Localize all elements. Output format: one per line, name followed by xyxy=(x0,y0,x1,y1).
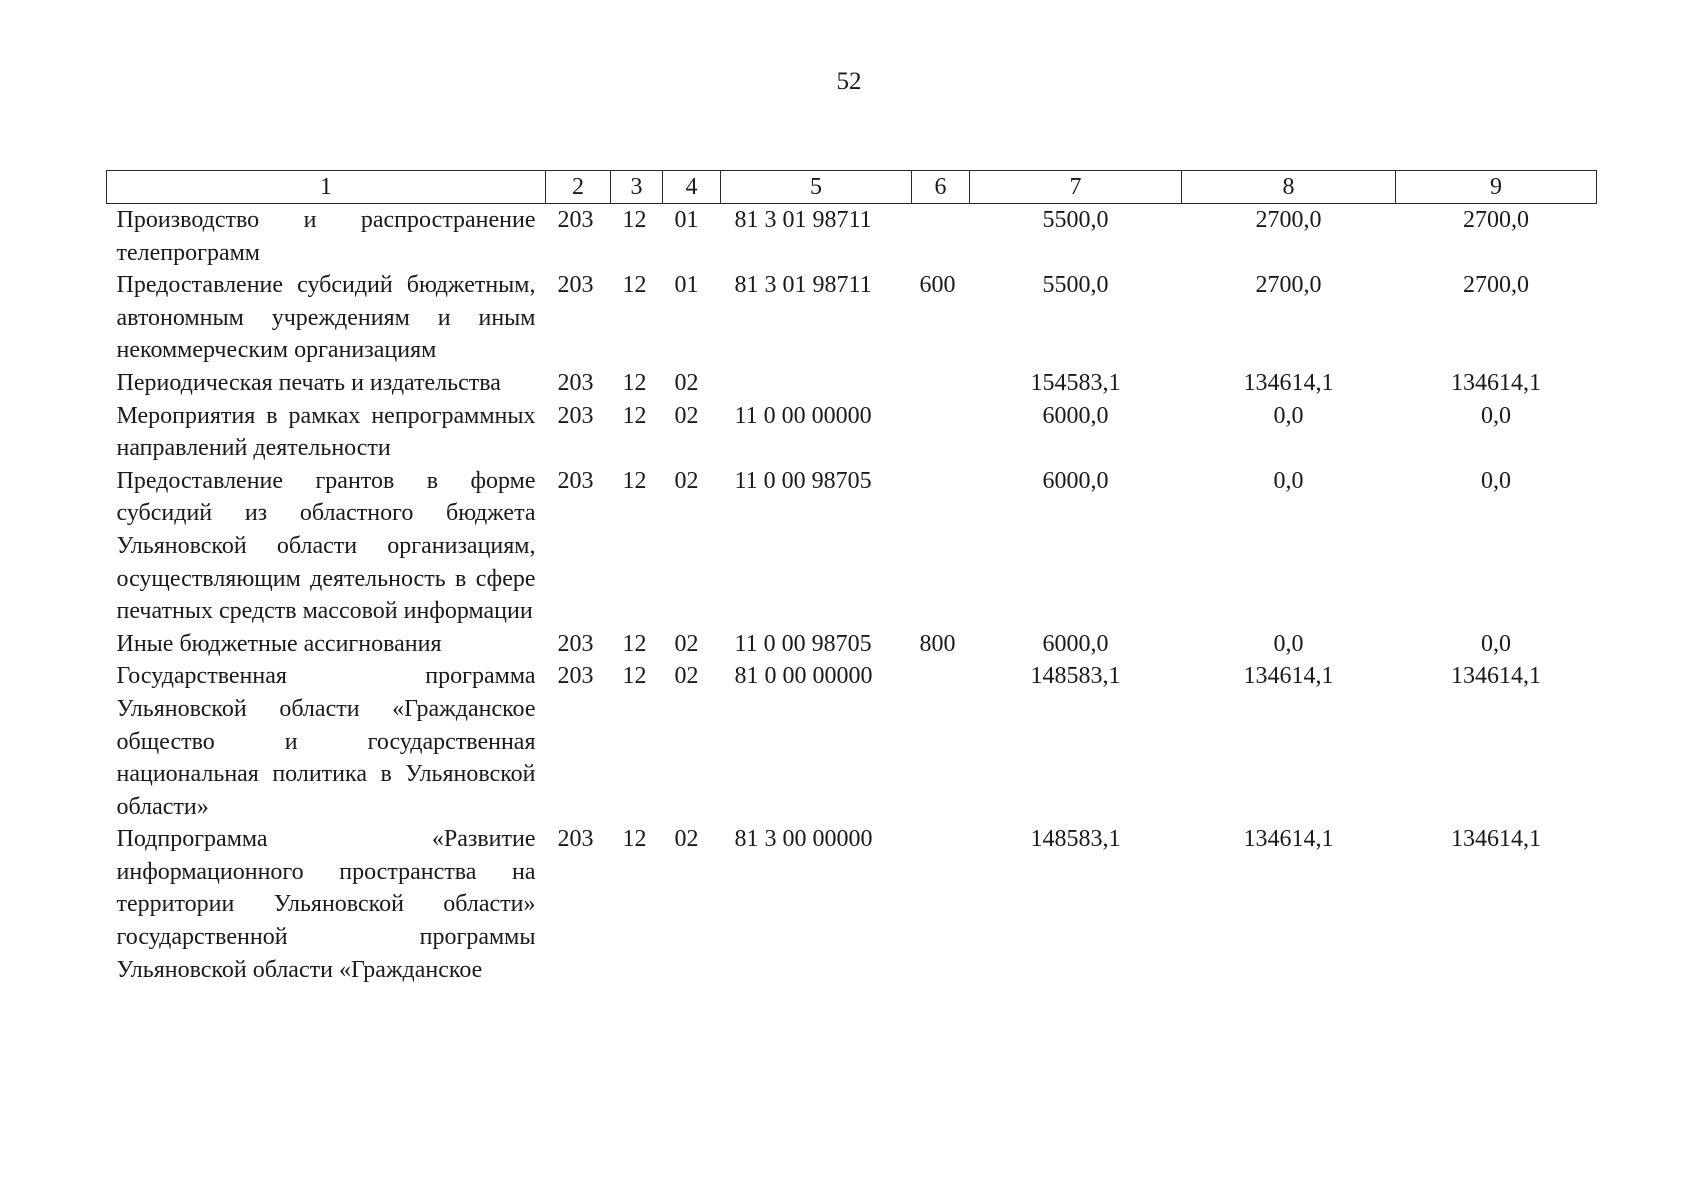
cell-col4: 02 xyxy=(674,467,699,494)
row-name: Иные бюджетные ассигнования xyxy=(116,630,442,657)
cell-col9: 0,0 xyxy=(1481,467,1511,494)
table-row xyxy=(107,269,1597,367)
column-header: 7 xyxy=(970,171,1182,204)
row-name: Подпрограмма «Развитие информационного пространства на территории Ульяновской области» государственной программы Ульяновской области «Гражданское xyxy=(116,826,536,983)
cell-col9: 2700,0 xyxy=(1463,272,1529,299)
cell-col3: 12 xyxy=(622,369,647,396)
cell-col7: 6000,0 xyxy=(1042,402,1109,429)
cell-col3: 12 xyxy=(622,826,647,853)
cell-col5: 81 3 01 98711 xyxy=(734,272,872,299)
cell-col8: 134614,1 xyxy=(1243,663,1334,690)
cell-col6 xyxy=(912,823,970,986)
cell-col3: 12 xyxy=(622,467,647,494)
cell-col5: 81 3 01 98711 xyxy=(734,207,872,233)
cell-col9: 134614,1 xyxy=(1451,369,1541,396)
cell-col6 xyxy=(912,400,970,465)
table-row xyxy=(107,367,1597,400)
cell-col2: 203 xyxy=(557,272,594,299)
cell-col6 xyxy=(912,204,970,270)
cell-col4: 02 xyxy=(674,402,699,429)
column-header: 6 xyxy=(912,171,970,204)
cell-col9: 134614,1 xyxy=(1451,663,1541,690)
cell-col3: 12 xyxy=(622,663,647,690)
table-row xyxy=(107,400,1597,465)
cell-col9: 134614,1 xyxy=(1451,826,1541,853)
column-header: 2 xyxy=(546,171,611,204)
cell-col7: 5500,0 xyxy=(1042,207,1109,233)
cell-col2: 203 xyxy=(557,207,594,233)
row-name: Государственная программа Ульяновской области «Гражданское общество и государственная национальная политика в Ульяновской области» xyxy=(116,663,536,820)
column-header: 9 xyxy=(1396,171,1597,204)
cell-col3: 12 xyxy=(622,402,647,429)
cell-col8: 2700,0 xyxy=(1255,272,1322,299)
table-row xyxy=(107,628,1597,661)
cell-col6: 800 xyxy=(919,630,956,657)
table-row xyxy=(107,823,1597,986)
cell-col6 xyxy=(912,660,970,823)
column-header: 3 xyxy=(611,171,663,204)
cell-col8: 0,0 xyxy=(1273,402,1304,429)
cell-col5: 81 3 00 00000 xyxy=(734,826,873,853)
cell-col2: 203 xyxy=(557,663,594,690)
cell-col4: 02 xyxy=(674,369,699,396)
row-name: Предоставление субсидий бюджетным, автономным учреждениям и иным некоммерческим организациям xyxy=(116,272,536,364)
cell-col2: 203 xyxy=(557,826,594,853)
cell-col7: 148583,1 xyxy=(1030,826,1121,853)
cell-col2: 203 xyxy=(557,467,594,494)
row-name: Производство и распространение телепрограмм xyxy=(116,207,536,266)
cell-col6 xyxy=(912,465,970,628)
cell-col2: 203 xyxy=(557,402,594,429)
cell-col7: 6000,0 xyxy=(1042,467,1109,494)
cell-col3: 12 xyxy=(622,272,647,299)
table-row xyxy=(107,660,1597,823)
cell-col4: 01 xyxy=(674,207,699,233)
column-header: 1 xyxy=(107,171,546,204)
cell-col5: 11 0 00 00000 xyxy=(734,402,872,429)
cell-col4: 02 xyxy=(674,663,699,690)
cell-col3: 12 xyxy=(622,207,647,233)
row-name: Предоставление грантов в форме субсидий из областного бюджета Ульяновской области организациям, осуществляющим деятельность в сфере печатных средств массовой информации xyxy=(116,467,536,625)
cell-col8: 134614,1 xyxy=(1243,826,1334,853)
cell-col8: 2700,0 xyxy=(1255,207,1322,233)
cell-col7: 148583,1 xyxy=(1030,663,1121,690)
cell-col9: 0,0 xyxy=(1481,630,1511,657)
cell-col4: 02 xyxy=(674,826,699,853)
cell-col5 xyxy=(721,367,912,400)
column-header: 4 xyxy=(663,171,721,204)
cell-col2: 203 xyxy=(557,630,594,657)
page-number: 52 xyxy=(836,68,862,95)
table-header-row xyxy=(107,171,1597,204)
cell-col9: 2700,0 xyxy=(1463,207,1529,233)
budget-table xyxy=(106,170,1597,986)
cell-col5: 11 0 00 98705 xyxy=(734,467,872,494)
cell-col3: 12 xyxy=(622,630,647,657)
cell-col8: 0,0 xyxy=(1273,630,1304,657)
cell-col5: 11 0 00 98705 xyxy=(734,630,872,657)
cell-col6 xyxy=(912,367,970,400)
cell-col4: 02 xyxy=(674,630,699,657)
column-header: 5 xyxy=(721,171,912,204)
row-name: Периодическая печать и издательства xyxy=(116,369,501,396)
cell-col4: 01 xyxy=(674,272,699,299)
cell-col7: 154583,1 xyxy=(1030,369,1121,396)
cell-col7: 6000,0 xyxy=(1042,630,1109,657)
table-row xyxy=(107,465,1597,628)
cell-col6: 600 xyxy=(919,272,956,299)
cell-col5: 81 0 00 00000 xyxy=(734,663,873,690)
column-header: 8 xyxy=(1182,171,1396,204)
cell-col9: 0,0 xyxy=(1481,402,1511,429)
cell-col7: 5500,0 xyxy=(1042,272,1109,299)
cell-col2: 203 xyxy=(557,369,594,396)
row-name: Мероприятия в рамках непрограммных направлений деятельности xyxy=(116,402,536,462)
cell-col8: 134614,1 xyxy=(1243,369,1334,396)
table-row xyxy=(107,204,1597,270)
cell-col8: 0,0 xyxy=(1273,467,1304,494)
